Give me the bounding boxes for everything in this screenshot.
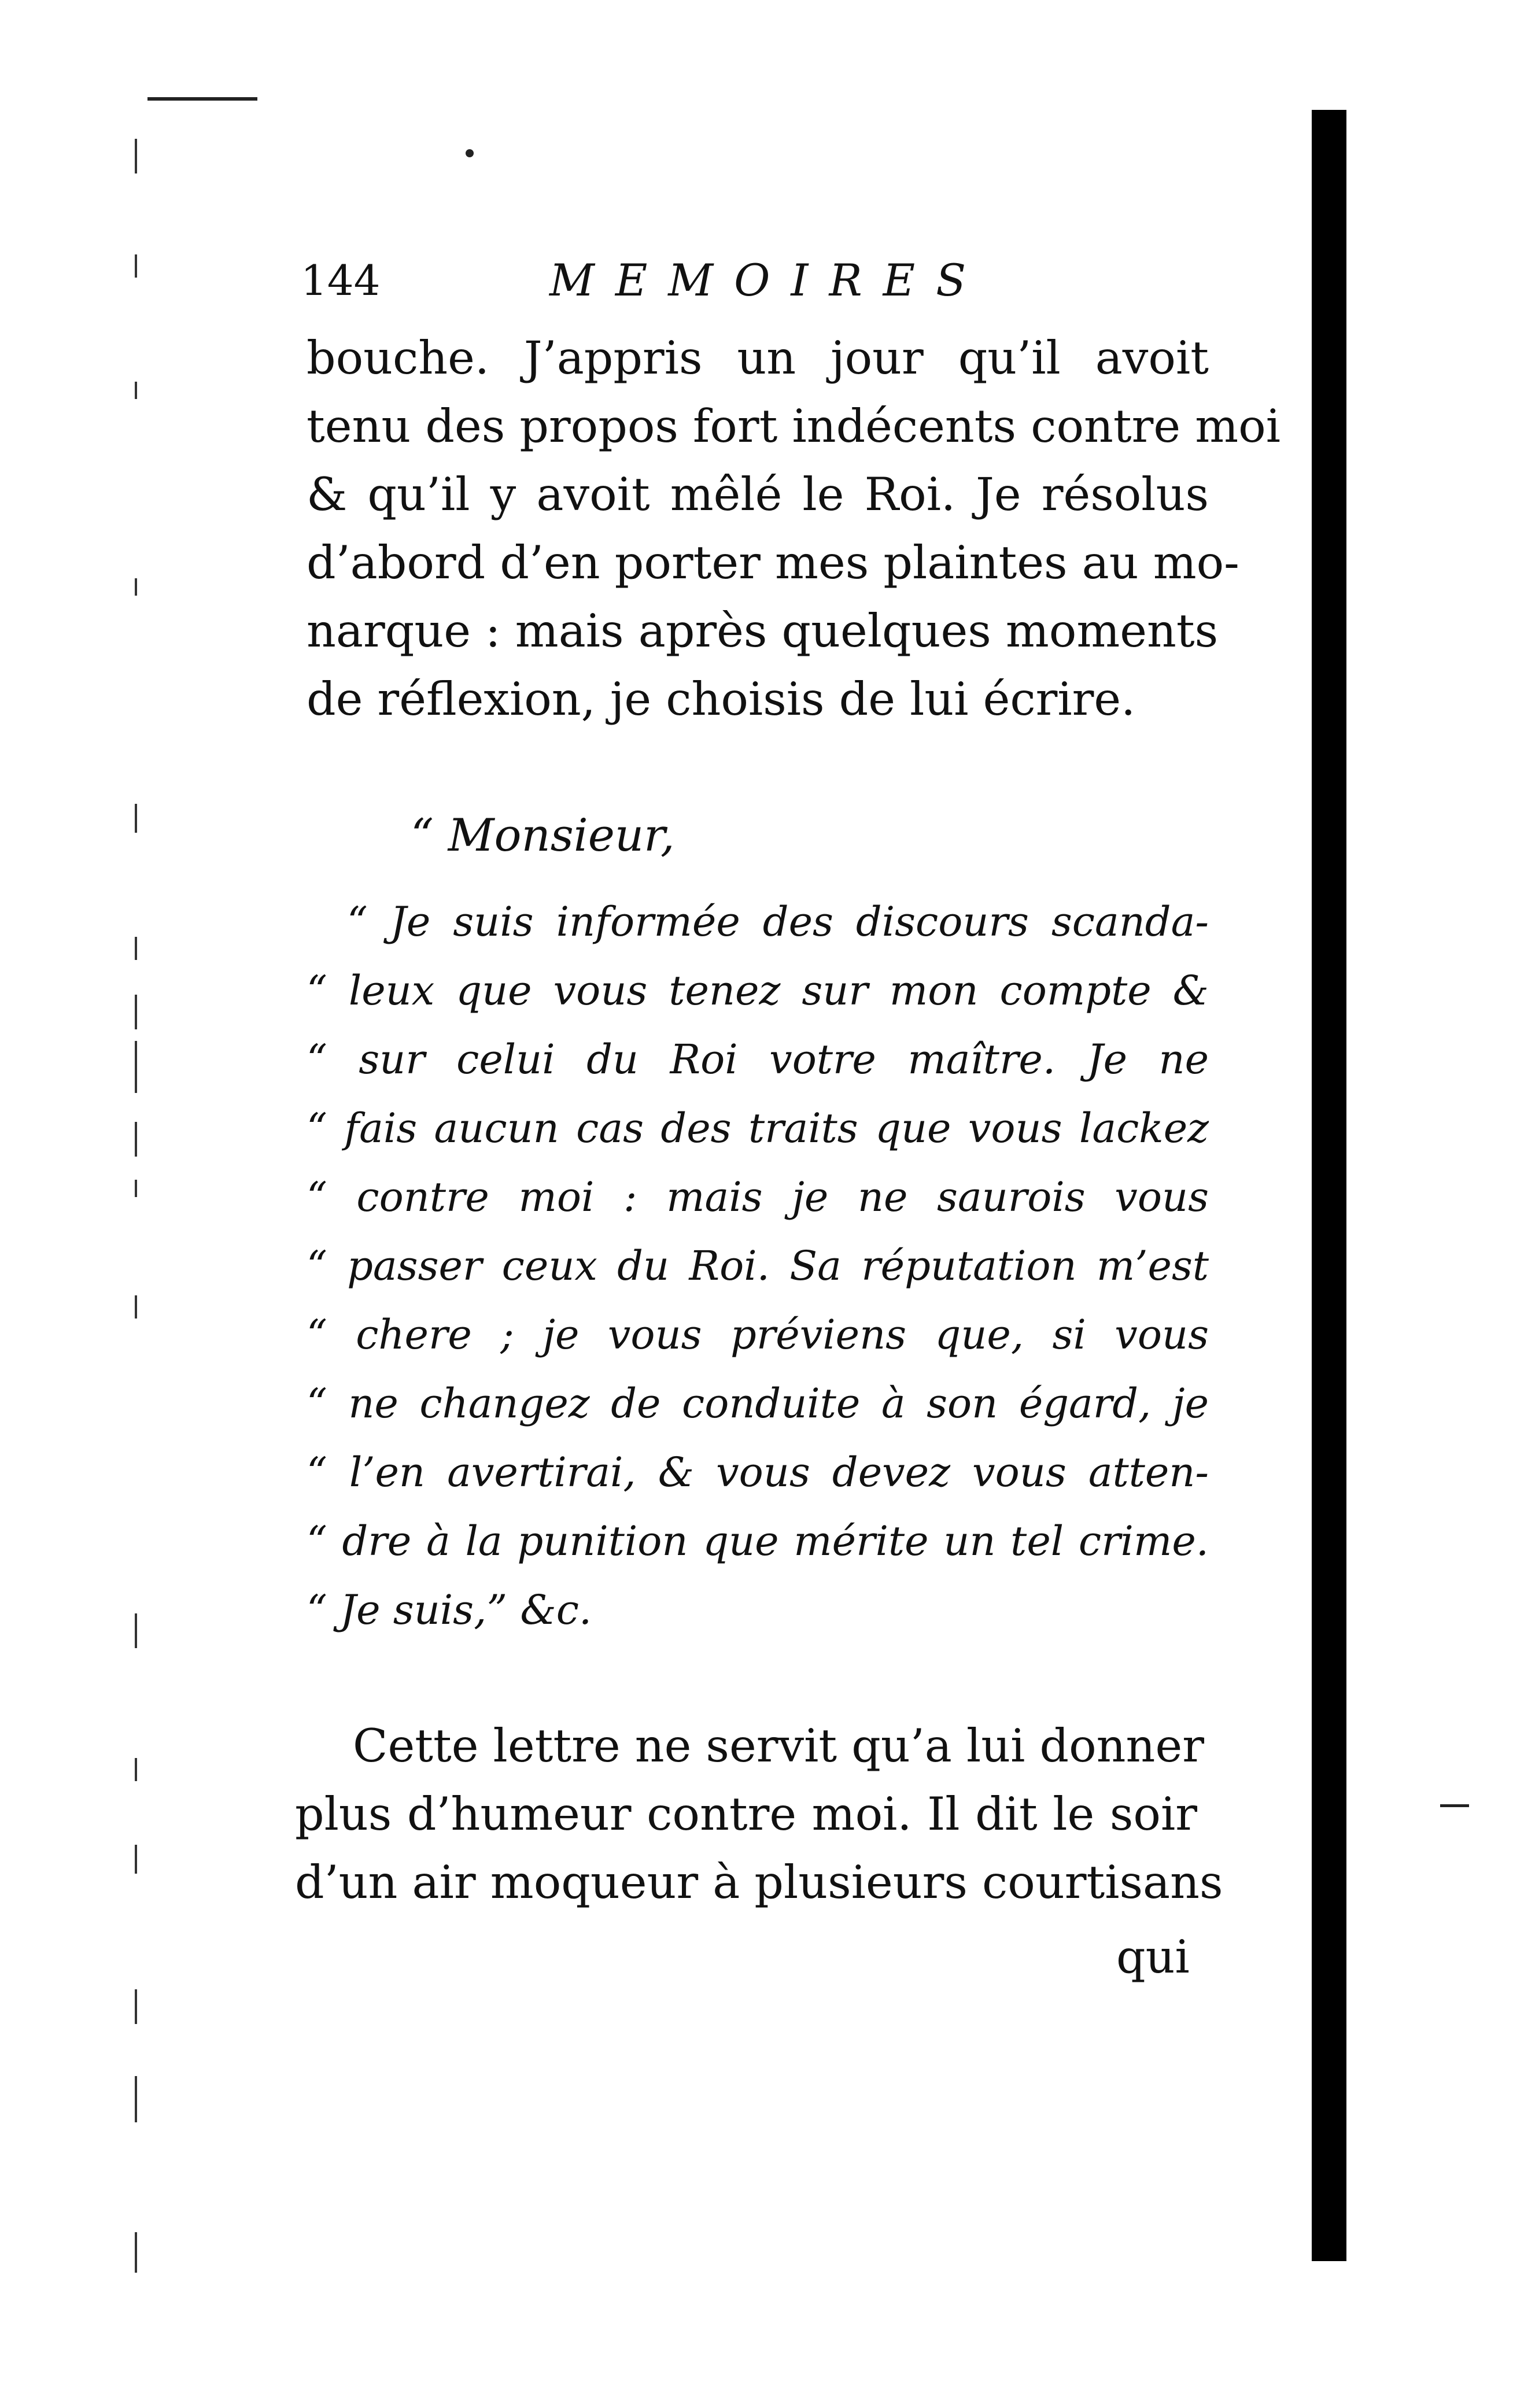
letter-salutation: “ Monsieur, bbox=[411, 810, 675, 862]
top-rule bbox=[147, 97, 257, 101]
letter-line: “ l’en avertirai, & vous devez vous atten- bbox=[307, 1449, 1209, 1496]
text-line: d’abord d’en porter mes plaintes au mo- bbox=[307, 536, 1239, 589]
text-line: de réflexion, je choisis de lui écrire. bbox=[307, 673, 1136, 726]
paragraph-1 bbox=[307, 324, 1280, 733]
ink-dot bbox=[466, 149, 474, 157]
text-line: tenu des propos fort indécents contre moi bbox=[307, 400, 1280, 453]
paragraph-2 bbox=[295, 1712, 1223, 1916]
right-margin-dash bbox=[1440, 1804, 1469, 1807]
text-line: plus d’humeur contre moi. Il dit le soir bbox=[295, 1787, 1197, 1841]
letter-closing: “ Je suis,” &c. bbox=[307, 1586, 592, 1634]
letter-line: “ sur celui du Roi votre maître. Je ne bbox=[307, 1036, 1209, 1083]
letter-body bbox=[307, 888, 1209, 1645]
letter-line: “ leux que vous tenez sur mon compte & bbox=[307, 967, 1209, 1014]
letter-line: “ ne changez de conduite à son égard, je bbox=[307, 1380, 1209, 1427]
letter-line: “ contre moi : mais je ne saurois vous bbox=[307, 1173, 1209, 1221]
catchword: qui bbox=[1116, 1930, 1190, 1984]
letter-line: “ passer ceux du Roi. Sa réputation m’est bbox=[307, 1242, 1209, 1290]
letter-line: “ dre à la punition que mérite un tel crime. bbox=[307, 1517, 1209, 1565]
text-line: bouche. J’appris un jour qu’il avoit bbox=[307, 331, 1209, 385]
text-line: & qu’il y avoit mêlé le Roi. Je résolus bbox=[307, 468, 1209, 521]
running-title: MEMOIRES bbox=[549, 254, 987, 306]
right-edge-bar bbox=[1312, 110, 1346, 2261]
letter-line: “ fais aucun cas des traits que vous lackez bbox=[307, 1105, 1209, 1152]
left-margin-marks bbox=[119, 139, 153, 2278]
page-header bbox=[301, 243, 1053, 306]
letter-line: “ Je suis informée des discours scanda- bbox=[347, 898, 1209, 946]
text-line: Cette lettre ne servit qu’a lui donner bbox=[353, 1719, 1204, 1772]
text-line: narque : mais après quelques moments bbox=[307, 604, 1219, 658]
text-line: d’un air moqueur à plusieurs courtisans bbox=[295, 1856, 1223, 1909]
page-number: 144 bbox=[301, 256, 381, 305]
letter-line: “ chere ; je vous préviens que, si vous bbox=[307, 1311, 1209, 1358]
